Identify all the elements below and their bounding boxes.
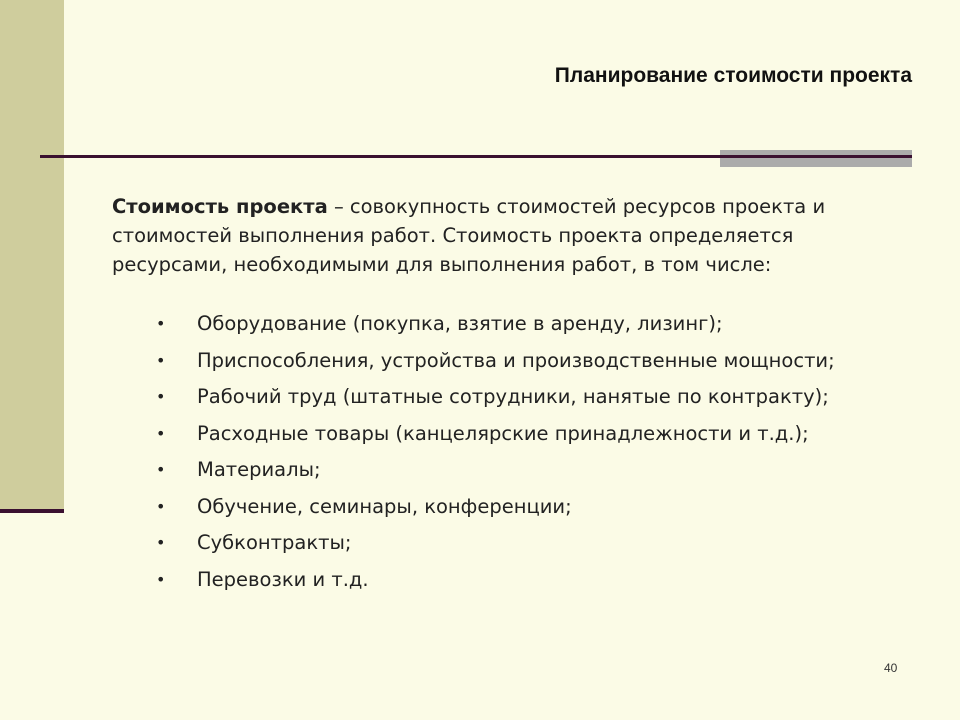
list-item <box>156 489 835 526</box>
list-item <box>156 525 835 562</box>
bullet-icon: • <box>156 350 166 370</box>
bullet-icon: • <box>156 423 166 443</box>
bullet-icon: • <box>156 314 166 333</box>
sidebar-rule <box>0 509 64 513</box>
header-accent-bar <box>720 150 912 167</box>
list-item <box>156 379 835 416</box>
header-rule <box>40 155 912 158</box>
intro-term: Стоимость проекта <box>112 195 328 218</box>
list-item-text: Перевозки и т.д. <box>197 567 369 591</box>
list-item <box>156 562 835 599</box>
bullet-icon: • <box>156 387 166 406</box>
list-item-text: Оборудование (покупка, взятие в аренду, лизинг); <box>197 312 723 335</box>
sidebar-band <box>0 0 64 512</box>
list-item-text: Материалы; <box>197 458 321 481</box>
list-item <box>156 343 835 380</box>
page-number: 40 <box>884 661 898 675</box>
bullet-icon: • <box>156 496 166 516</box>
bullet-icon: • <box>156 460 166 479</box>
list-item-text: Расходные товары (канцелярские принадлежности и т.д.); <box>197 421 809 445</box>
list-item-text: Приспособления, устройства и производственные мощности; <box>197 348 835 372</box>
list-item-text: Субконтракты; <box>197 531 352 554</box>
list-item <box>156 452 835 489</box>
list-item-text: Обучение, семинары, конференции; <box>197 494 572 518</box>
list-item-text: Рабочий труд (штатные сотрудники, нанятые по контракту); <box>197 385 829 408</box>
list-item <box>156 416 835 453</box>
list-item <box>156 306 835 343</box>
bullet-list <box>156 306 835 598</box>
bullet-icon: • <box>156 533 166 552</box>
slide-title: Планирование стоимости проекта <box>554 64 912 87</box>
intro-paragraph <box>112 192 902 279</box>
bullet-icon: • <box>156 569 166 589</box>
intro-text: – совокупность стоимостей ресурсов проекта и стоимостей выполнения работ. Стоимость проекта определяется ресурсами, необходимыми для выполнения работ, в том числе: <box>112 195 826 276</box>
